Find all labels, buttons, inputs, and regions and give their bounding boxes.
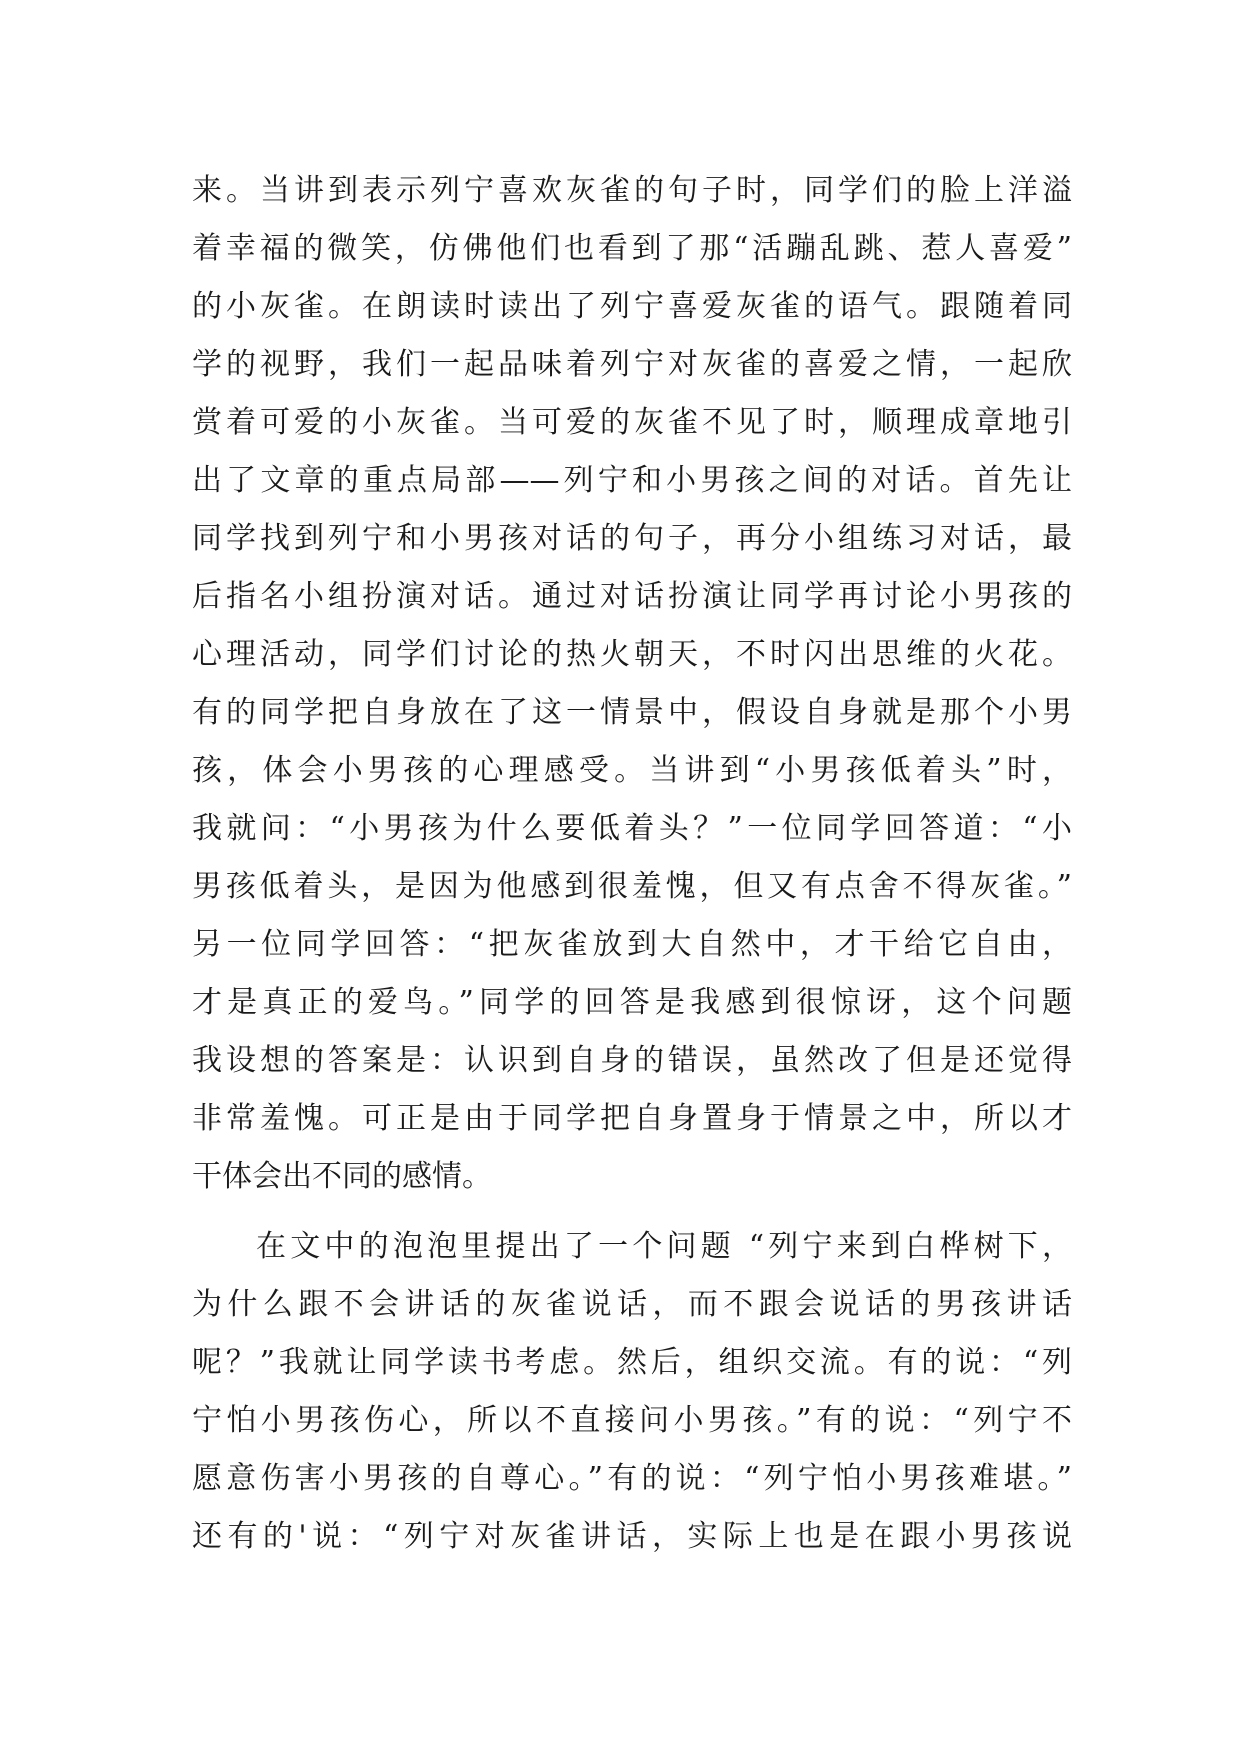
text-line: 心理活动，同学们讨论的热火朝天，不时闪出思维的火花。 [192, 637, 1072, 672]
text-line: 干体会出不同的感情。 [192, 1159, 492, 1194]
text-line: 出了文章的重点局部——列宁和小男孩之间的对话。首先让 [192, 463, 1072, 498]
text-line: 的小灰雀。在朗读时读出了列宁喜爱灰雀的语气。跟随着同 [192, 289, 1072, 324]
text-line: 同学找到列宁和小男孩对话的句子，再分小组练习对话，最 [192, 521, 1072, 556]
text-line: 宁怕小男孩伤心，所以不直接问小男孩。”有的说：“列宁不 [192, 1403, 1072, 1438]
text-line: 非常羞愧。可正是由于同学把自身置身于情景之中，所以才 [192, 1101, 1072, 1136]
text-line: 赏着可爱的小灰雀。当可爱的灰雀不见了时，顺理成章地引 [192, 405, 1072, 440]
text-line: 在文中的泡泡里提出了一个问题 “列宁来到白桦树下， [256, 1229, 1072, 1264]
text-line: 为什么跟不会讲话的灰雀说话，而不跟会说话的男孩讲话 [192, 1287, 1072, 1322]
text-line: 还有的'说：“列宁对灰雀讲话，实际上也是在跟小男孩说 [192, 1519, 1072, 1554]
body-text [192, 162, 1072, 1566]
paragraph-spacer [192, 1206, 1072, 1218]
text-line: 我就问：“小男孩为什么要低着头？”一位同学回答道：“小 [192, 811, 1072, 846]
text-line: 呢？”我就让同学读书考虑。然后，组织交流。有的说：“列 [192, 1345, 1072, 1380]
text-line: 来。当讲到表示列宁喜欢灰雀的句子时，同学们的脸上洋溢 [192, 173, 1072, 208]
text-line: 愿意伤害小男孩的自尊心。”有的说：“列宁怕小男孩难堪。” [192, 1461, 1072, 1496]
paragraph-1 [192, 162, 1072, 1206]
text-line: 孩，体会小男孩的心理感受。当讲到“小男孩低着头”时， [192, 753, 1072, 788]
text-line: 后指名小组扮演对话。通过对话扮演让同学再讨论小男孩的 [192, 579, 1072, 614]
paragraph-2 [192, 1218, 1072, 1566]
text-line: 我设想的答案是：认识到自身的错误，虽然改了但是还觉得 [192, 1043, 1072, 1078]
text-line: 学的视野，我们一起品味着列宁对灰雀的喜爱之情，一起欣 [192, 347, 1072, 382]
text-line: 才是真正的爱鸟。”同学的回答是我感到很惊讶，这个问题 [192, 985, 1072, 1020]
text-line: 有的同学把自身放在了这一情景中，假设自身就是那个小男 [192, 695, 1072, 730]
text-line: 着幸福的微笑，仿佛他们也看到了那“活蹦乱跳、惹人喜爱” [192, 231, 1072, 266]
text-line: 另一位同学回答：“把灰雀放到大自然中，才干给它自由， [192, 927, 1072, 962]
text-line: 男孩低着头，是因为他感到很羞愧，但又有点舍不得灰雀。” [192, 869, 1072, 904]
